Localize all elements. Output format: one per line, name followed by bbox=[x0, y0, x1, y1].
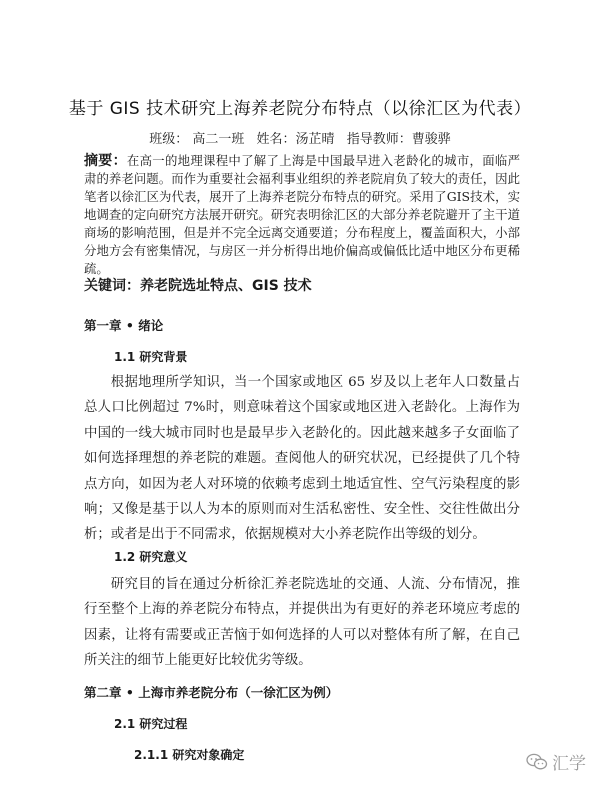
keywords: 关键词：养老院选址特点、GIS 技术 bbox=[84, 278, 312, 294]
byline-name: 姓名：汤芷晴 bbox=[256, 132, 335, 147]
section-1-1-text: 根据地理所学知识，当一个国家或地区 65 岁及以上老年人口数量占总人口比例超过 7%时，则意味着这个国家或地区进入老龄化。上海作为中国的一线大城市同时也是最早步入老龄化的。因此越来越多子女面临了如何选择理想的养老院的难题。查阅他人的研究状况，已经提供了几个特点方向，如因为老人对环境的依赖考虑到土地适宜性、空气污染程度的影响；又像是基于以人为本的原则而对生活私密性、安全性、交往性做出分析；或者是出于不同需求，依据规模对大小养老院作出等级的划分。 bbox=[84, 375, 520, 543]
chapter2-heading: 第二章 • 上海市养老院分布（一徐汇区为例） bbox=[84, 685, 339, 700]
section-2-1-1-heading: 2.1.1 研究对象确定 bbox=[134, 748, 245, 762]
section-1-1-heading: 1.1 研究背景 bbox=[114, 350, 188, 364]
section-2-1-heading: 2.1 研究过程 bbox=[114, 717, 188, 731]
abstract bbox=[84, 152, 520, 278]
section-1-2-heading: 1.2 研究意义 bbox=[114, 550, 188, 564]
author-byline bbox=[0, 128, 600, 147]
wechat-icon bbox=[526, 753, 548, 771]
byline-class: 班级： 高二一班 bbox=[149, 132, 245, 147]
section-1-2-text: 研究目的旨在通过分析徐汇养老院选址的交通、人流、分布情况，推行至整个上海的养老院分布特点，并提供出为有更好的养老环境应考虑的因素，让将有需要或正苦恼于如何选择的人可以对整体有所了解，在自己所关注的细节上能更好比较优劣等级。 bbox=[84, 577, 520, 669]
watermark-text: 汇学 bbox=[552, 754, 586, 774]
chapter1-heading: 第一章 • 绪论 bbox=[84, 318, 164, 333]
watermark bbox=[526, 749, 586, 774]
abstract-text: 在高一的地理课程中了解了上海是中国最早进入老龄化的城市，面临严肃的养老问题。而作为重要社会福利事业组织的养老院肩负了较大的责任，因此笔者以徐汇区为代表，展开了上海养老院分布特点的研究。采用了GIS技术，实地调查的定向研究方法展开研究。研究表明徐汇区的大部分养老院避开了主干道商场的影响范围，但是并不完全远离交通要道；分布程度上，覆盖面积大，小部分地方会有密集情况，与房区一并分析得出地价偏高或偏低比适中地区分布更稀疏。 bbox=[84, 153, 521, 276]
abstract-label: 摘要： bbox=[84, 153, 127, 169]
document-title: 基于 GIS 技术研究上海养老院分布特点（以徐汇区为代表） bbox=[68, 99, 532, 119]
byline-advisor: 指导教师：曹骏骅 bbox=[346, 132, 451, 147]
